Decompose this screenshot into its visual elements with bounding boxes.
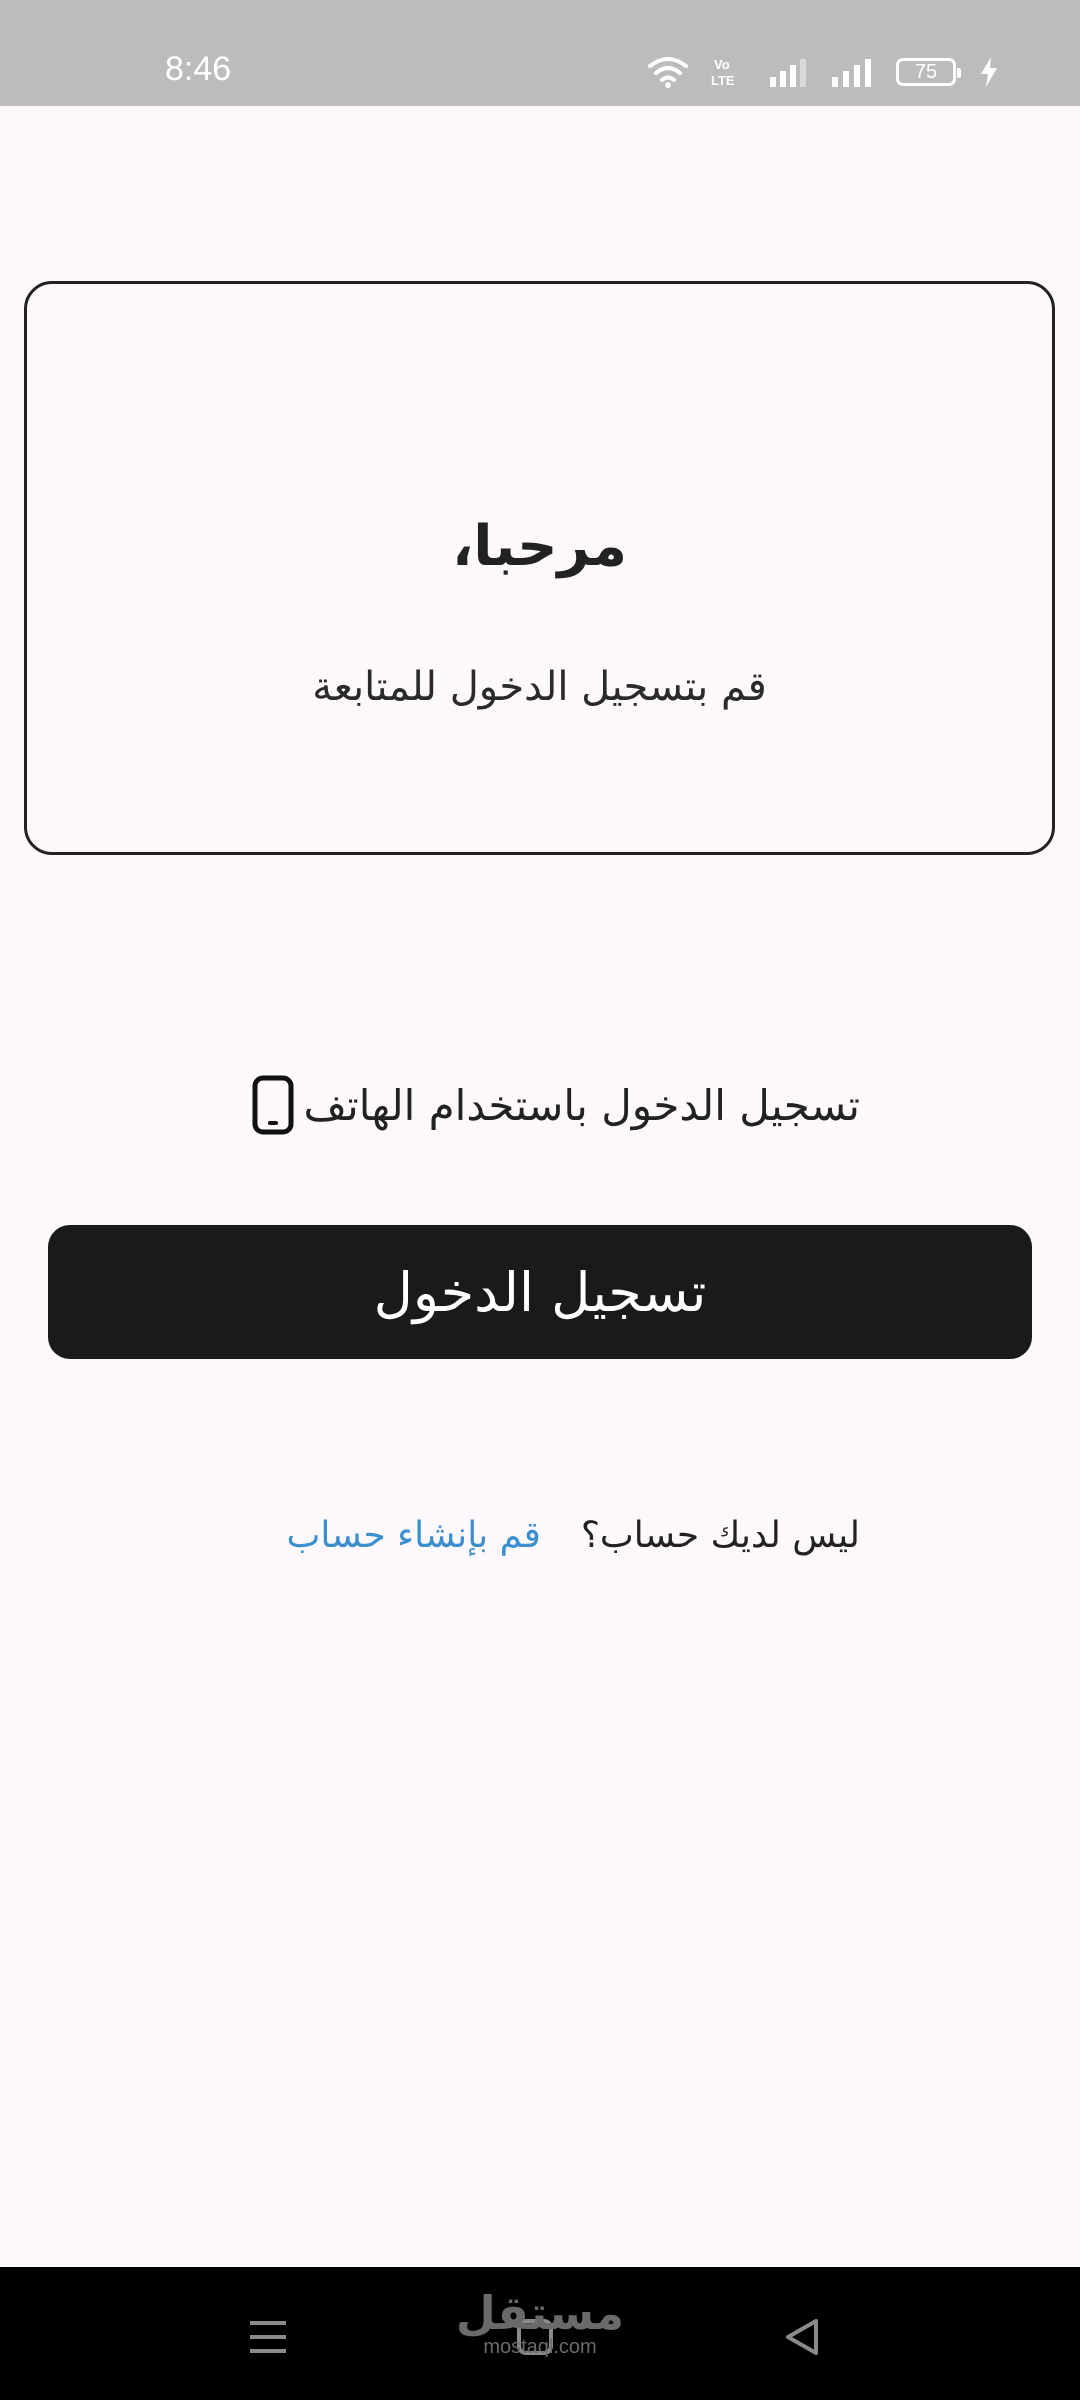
welcome-subtitle: قم بتسجيل الدخول للمتابعة <box>312 664 767 710</box>
charging-icon <box>978 56 1000 88</box>
create-account-link[interactable]: قم بإنشاء حساب <box>286 1514 541 1556</box>
volte-icon <box>710 55 746 89</box>
status-bar <box>0 0 1080 106</box>
menu-icon[interactable] <box>238 2307 298 2367</box>
status-time: 8:46 <box>165 50 232 88</box>
back-icon[interactable] <box>772 2307 832 2367</box>
navigation-bar <box>0 2267 1080 2400</box>
welcome-title: مرحبا، <box>451 514 628 579</box>
login-button[interactable]: تسجيل الدخول <box>48 1225 1032 1359</box>
svg-text:Vo: Vo <box>714 57 730 72</box>
svg-text:LTE: LTE <box>711 73 735 88</box>
signal-icon <box>768 57 808 87</box>
phone-login-option[interactable] <box>230 1070 860 1140</box>
home-icon[interactable] <box>505 2307 565 2367</box>
phone-icon <box>252 1075 294 1135</box>
signal-icon <box>830 57 874 87</box>
battery-level: 75 <box>914 60 938 83</box>
signup-question: ليس لديك حساب؟ <box>580 1514 860 1556</box>
phone-login-label: تسجيل الدخول باستخدام الهاتف <box>303 1080 860 1130</box>
battery-icon <box>896 58 956 86</box>
welcome-card <box>24 281 1055 855</box>
watermark-arabic: مستقل <box>455 2286 625 2340</box>
watermark-latin: mostaql.com <box>483 2336 597 2358</box>
signup-row <box>200 1505 860 1565</box>
wifi-icon <box>648 56 688 88</box>
status-icons <box>648 52 1000 92</box>
